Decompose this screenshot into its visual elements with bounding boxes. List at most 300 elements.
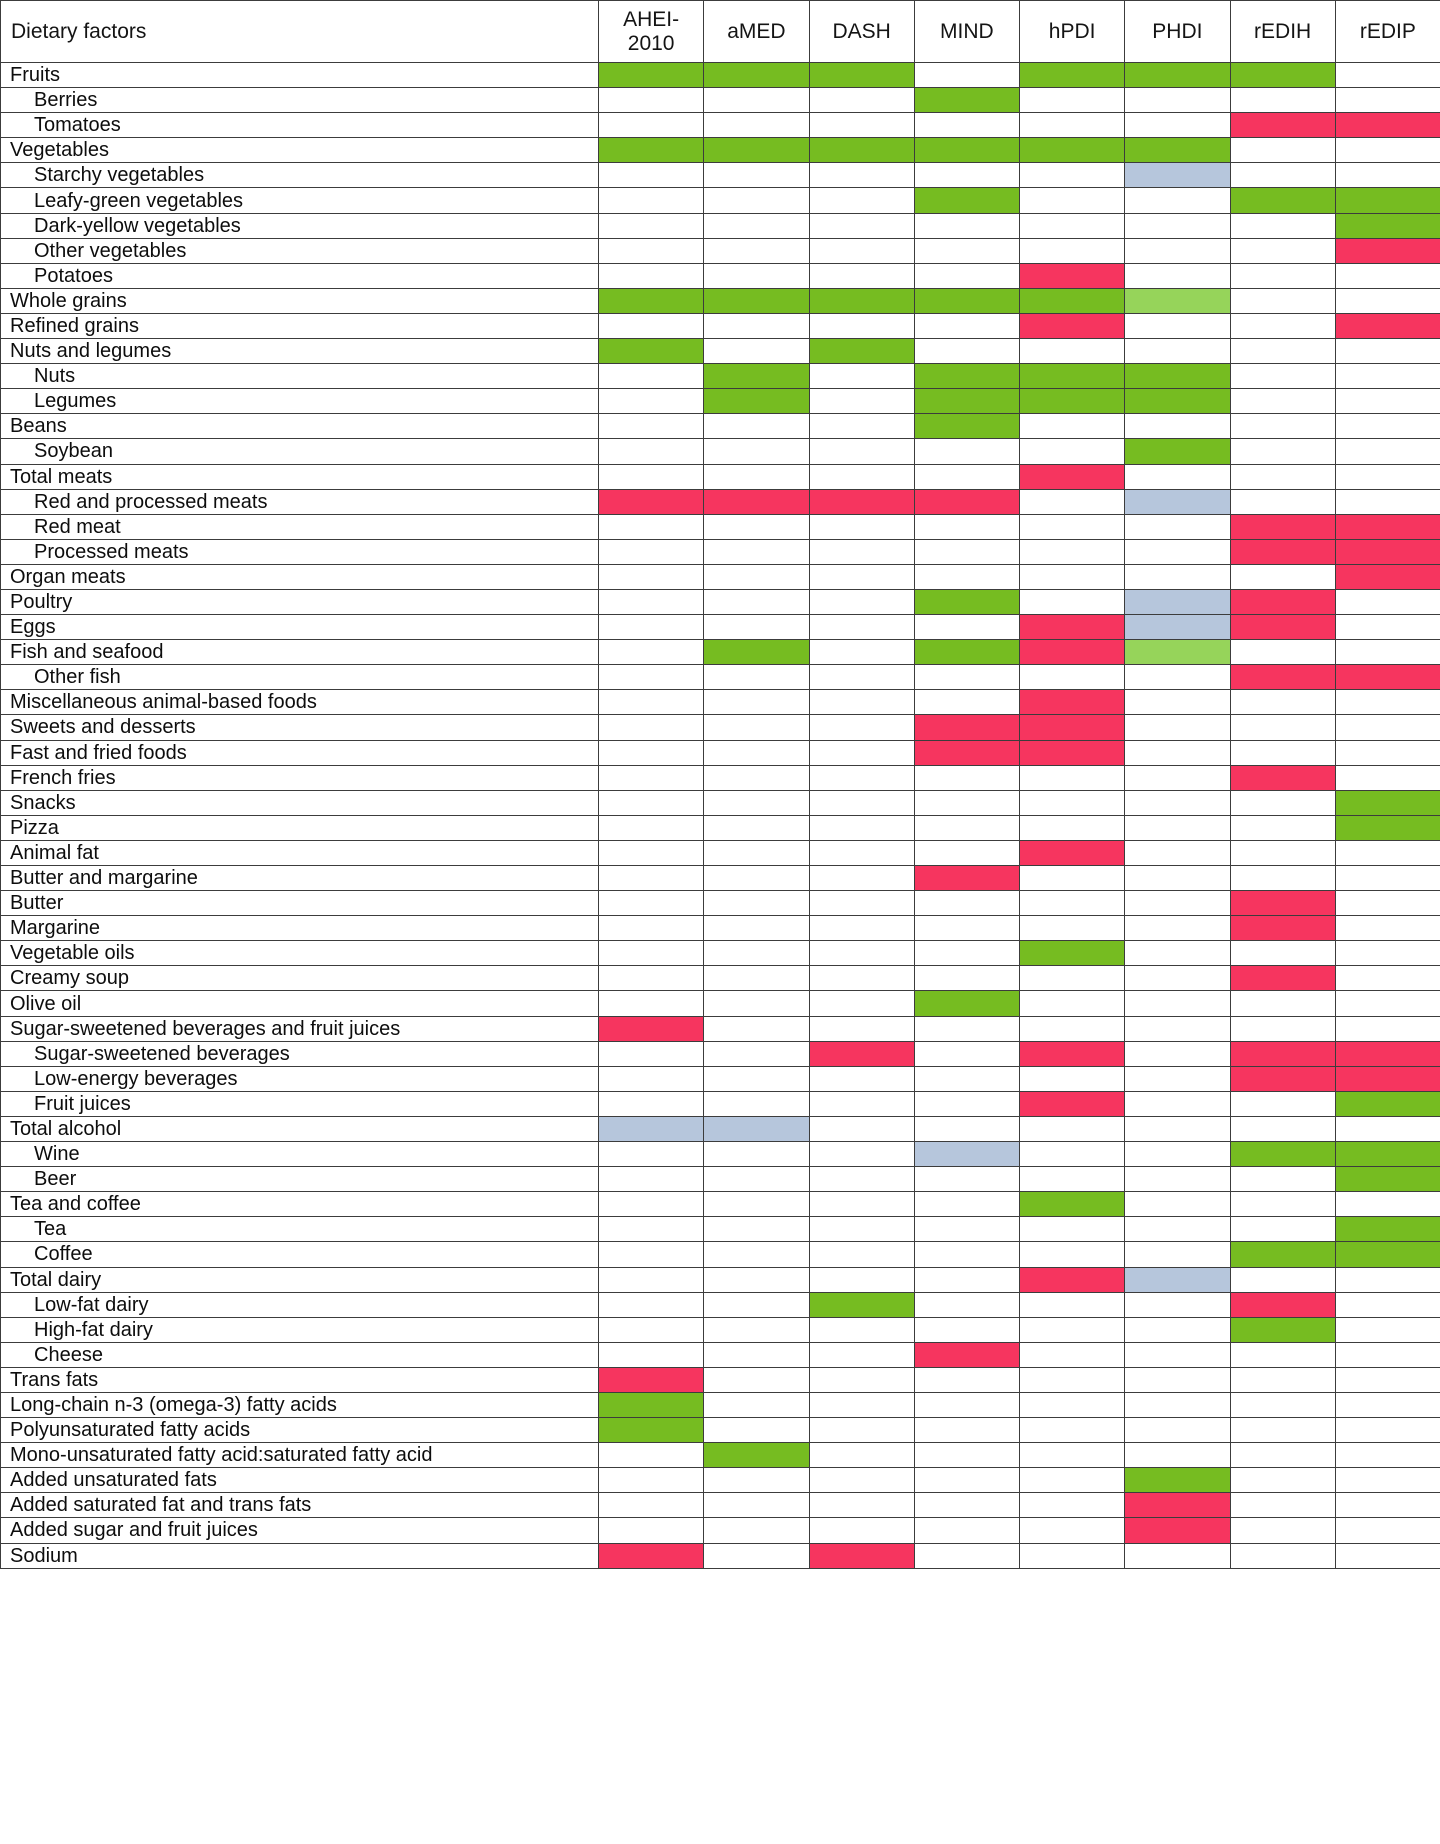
matrix-cell-amed [704, 489, 809, 514]
row-label: Low-fat dairy [1, 1292, 599, 1317]
matrix-cell-hpdi [1020, 1493, 1125, 1518]
matrix-cell-amed [704, 715, 809, 740]
matrix-cell-redip [1335, 891, 1440, 916]
matrix-cell-phdi [1125, 1041, 1230, 1066]
matrix-cell-dash [809, 63, 914, 88]
table-header [1, 1, 1440, 63]
matrix-cell-mind [914, 916, 1019, 941]
matrix-cell-dash [809, 188, 914, 213]
row-label: Olive oil [1, 991, 599, 1016]
matrix-cell-mind [914, 1493, 1019, 1518]
matrix-cell-dash [809, 1493, 914, 1518]
matrix-cell-hpdi [1020, 514, 1125, 539]
column-header-hpdi-line-0: hPDI [1048, 19, 1096, 43]
matrix-cell-mind [914, 564, 1019, 589]
matrix-cell-hpdi [1020, 138, 1125, 163]
matrix-cell-redip [1335, 464, 1440, 489]
matrix-cell-mind [914, 589, 1019, 614]
matrix-cell-hpdi [1020, 740, 1125, 765]
matrix-cell-mind [914, 866, 1019, 891]
matrix-cell-ahei [599, 63, 704, 88]
matrix-cell-mind [914, 489, 1019, 514]
matrix-cell-hpdi [1020, 1116, 1125, 1141]
matrix-cell-redip [1335, 966, 1440, 991]
matrix-cell-redih [1230, 464, 1335, 489]
column-header-dietary-factors: Dietary factors [1, 1, 599, 63]
matrix-cell-amed [704, 1267, 809, 1292]
table-row [1, 765, 1440, 790]
table-row [1, 263, 1440, 288]
matrix-cell-mind [914, 1518, 1019, 1543]
matrix-cell-dash [809, 113, 914, 138]
matrix-cell-amed [704, 1142, 809, 1167]
table-row [1, 1392, 1440, 1417]
matrix-cell-mind [914, 464, 1019, 489]
table-row [1, 1443, 1440, 1468]
matrix-cell-dash [809, 840, 914, 865]
column-header-ahei-line-1: 2010 [627, 31, 675, 55]
table-row [1, 891, 1440, 916]
table-row [1, 213, 1440, 238]
matrix-cell-dash [809, 238, 914, 263]
table-row [1, 489, 1440, 514]
matrix-cell-hpdi [1020, 63, 1125, 88]
matrix-cell-ahei [599, 163, 704, 188]
matrix-cell-amed [704, 1317, 809, 1342]
column-header-dash [809, 1, 914, 63]
table-row [1, 1493, 1440, 1518]
matrix-cell-hpdi [1020, 263, 1125, 288]
matrix-cell-amed [704, 564, 809, 589]
table-row [1, 815, 1440, 840]
matrix-cell-hpdi [1020, 439, 1125, 464]
matrix-cell-phdi [1125, 113, 1230, 138]
table-row [1, 63, 1440, 88]
matrix-cell-redip [1335, 765, 1440, 790]
matrix-cell-mind [914, 389, 1019, 414]
table-row [1, 1116, 1440, 1141]
matrix-cell-hpdi [1020, 941, 1125, 966]
matrix-cell-hpdi [1020, 213, 1125, 238]
matrix-cell-ahei [599, 1367, 704, 1392]
matrix-cell-phdi [1125, 213, 1230, 238]
matrix-cell-redip [1335, 188, 1440, 213]
table-row [1, 1267, 1440, 1292]
column-header-amed-line-0: aMED [727, 19, 786, 43]
matrix-cell-redih [1230, 163, 1335, 188]
table-row [1, 339, 1440, 364]
matrix-cell-dash [809, 1242, 914, 1267]
matrix-cell-redip [1335, 1367, 1440, 1392]
matrix-cell-ahei [599, 589, 704, 614]
matrix-cell-ahei [599, 564, 704, 589]
matrix-cell-phdi [1125, 439, 1230, 464]
matrix-cell-redip [1335, 840, 1440, 865]
matrix-cell-dash [809, 966, 914, 991]
matrix-cell-redih [1230, 514, 1335, 539]
table-row [1, 238, 1440, 263]
column-header-ahei-line-0: AHEI- [623, 7, 680, 31]
matrix-cell-mind [914, 715, 1019, 740]
matrix-cell-amed [704, 1443, 809, 1468]
matrix-cell-mind [914, 414, 1019, 439]
row-label: Tomatoes [1, 113, 599, 138]
matrix-cell-redip [1335, 866, 1440, 891]
matrix-cell-ahei [599, 238, 704, 263]
matrix-cell-dash [809, 640, 914, 665]
matrix-cell-hpdi [1020, 564, 1125, 589]
matrix-cell-ahei [599, 414, 704, 439]
table-row [1, 615, 1440, 640]
matrix-cell-dash [809, 941, 914, 966]
matrix-cell-ahei [599, 690, 704, 715]
matrix-cell-dash [809, 1041, 914, 1066]
matrix-cell-mind [914, 1543, 1019, 1568]
matrix-cell-hpdi [1020, 1518, 1125, 1543]
matrix-cell-ahei [599, 1342, 704, 1367]
matrix-cell-redih [1230, 815, 1335, 840]
row-label: Beans [1, 414, 599, 439]
matrix-cell-hpdi [1020, 188, 1125, 213]
matrix-cell-hpdi [1020, 163, 1125, 188]
matrix-cell-redip [1335, 564, 1440, 589]
matrix-cell-phdi [1125, 188, 1230, 213]
matrix-cell-hpdi [1020, 1192, 1125, 1217]
matrix-cell-dash [809, 740, 914, 765]
matrix-cell-redip [1335, 1142, 1440, 1167]
matrix-cell-amed [704, 414, 809, 439]
row-label: Starchy vegetables [1, 163, 599, 188]
matrix-cell-redip [1335, 1091, 1440, 1116]
matrix-cell-ahei [599, 464, 704, 489]
row-label: Fruits [1, 63, 599, 88]
matrix-cell-mind [914, 690, 1019, 715]
matrix-cell-redih [1230, 539, 1335, 564]
matrix-cell-amed [704, 1167, 809, 1192]
matrix-cell-redih [1230, 213, 1335, 238]
matrix-cell-amed [704, 1292, 809, 1317]
matrix-cell-amed [704, 464, 809, 489]
matrix-cell-phdi [1125, 163, 1230, 188]
table-body [1, 63, 1440, 1569]
matrix-cell-mind [914, 163, 1019, 188]
matrix-cell-redih [1230, 1493, 1335, 1518]
row-label: Eggs [1, 615, 599, 640]
matrix-cell-mind [914, 213, 1019, 238]
matrix-cell-amed [704, 288, 809, 313]
matrix-cell-ahei [599, 489, 704, 514]
matrix-cell-mind [914, 1267, 1019, 1292]
row-label: Potatoes [1, 263, 599, 288]
matrix-cell-dash [809, 815, 914, 840]
matrix-cell-phdi [1125, 715, 1230, 740]
matrix-cell-mind [914, 615, 1019, 640]
matrix-cell-ahei [599, 916, 704, 941]
matrix-cell-redip [1335, 263, 1440, 288]
column-header-redih-line-0: rEDIH [1254, 19, 1312, 43]
matrix-cell-phdi [1125, 263, 1230, 288]
matrix-cell-redip [1335, 489, 1440, 514]
matrix-cell-amed [704, 891, 809, 916]
matrix-cell-redih [1230, 1041, 1335, 1066]
matrix-cell-dash [809, 88, 914, 113]
matrix-cell-redip [1335, 740, 1440, 765]
matrix-cell-amed [704, 765, 809, 790]
matrix-cell-amed [704, 1116, 809, 1141]
table-row [1, 1142, 1440, 1167]
matrix-cell-dash [809, 690, 914, 715]
matrix-cell-amed [704, 1091, 809, 1116]
matrix-cell-redip [1335, 1468, 1440, 1493]
matrix-cell-phdi [1125, 63, 1230, 88]
matrix-cell-mind [914, 1468, 1019, 1493]
matrix-cell-mind [914, 1041, 1019, 1066]
table-row [1, 163, 1440, 188]
matrix-cell-redih [1230, 1167, 1335, 1192]
matrix-cell-hpdi [1020, 1543, 1125, 1568]
matrix-cell-hpdi [1020, 1091, 1125, 1116]
matrix-cell-ahei [599, 539, 704, 564]
matrix-cell-amed [704, 1518, 809, 1543]
matrix-cell-redih [1230, 564, 1335, 589]
matrix-cell-ahei [599, 765, 704, 790]
matrix-cell-dash [809, 790, 914, 815]
matrix-cell-amed [704, 991, 809, 1016]
matrix-cell-phdi [1125, 840, 1230, 865]
row-label: Nuts [1, 364, 599, 389]
row-label: Poultry [1, 589, 599, 614]
matrix-cell-hpdi [1020, 1317, 1125, 1342]
matrix-cell-hpdi [1020, 966, 1125, 991]
matrix-cell-ahei [599, 364, 704, 389]
matrix-cell-phdi [1125, 1493, 1230, 1518]
matrix-cell-redih [1230, 866, 1335, 891]
matrix-cell-redip [1335, 991, 1440, 1016]
column-header-dash-line-0: DASH [832, 19, 891, 43]
matrix-cell-ahei [599, 1041, 704, 1066]
matrix-cell-phdi [1125, 1142, 1230, 1167]
matrix-cell-mind [914, 288, 1019, 313]
matrix-cell-redip [1335, 790, 1440, 815]
row-label: Added unsaturated fats [1, 1468, 599, 1493]
matrix-cell-hpdi [1020, 489, 1125, 514]
matrix-cell-dash [809, 163, 914, 188]
row-label: Tea and coffee [1, 1192, 599, 1217]
matrix-cell-redip [1335, 539, 1440, 564]
matrix-cell-redip [1335, 1493, 1440, 1518]
matrix-cell-mind [914, 991, 1019, 1016]
matrix-cell-ahei [599, 715, 704, 740]
matrix-cell-amed [704, 690, 809, 715]
matrix-cell-redip [1335, 113, 1440, 138]
matrix-cell-amed [704, 1041, 809, 1066]
matrix-cell-ahei [599, 790, 704, 815]
matrix-cell-amed [704, 1367, 809, 1392]
table-row [1, 1217, 1440, 1242]
matrix-cell-phdi [1125, 1167, 1230, 1192]
table-row [1, 640, 1440, 665]
matrix-cell-ahei [599, 1418, 704, 1443]
row-label: Total alcohol [1, 1116, 599, 1141]
matrix-cell-hpdi [1020, 1217, 1125, 1242]
matrix-cell-redih [1230, 991, 1335, 1016]
row-label: Soybean [1, 439, 599, 464]
matrix-cell-redip [1335, 1543, 1440, 1568]
row-label: Added saturated fat and trans fats [1, 1493, 599, 1518]
matrix-cell-phdi [1125, 288, 1230, 313]
matrix-cell-amed [704, 1418, 809, 1443]
matrix-cell-ahei [599, 339, 704, 364]
matrix-cell-redih [1230, 740, 1335, 765]
matrix-cell-redip [1335, 1418, 1440, 1443]
matrix-cell-redih [1230, 790, 1335, 815]
matrix-cell-ahei [599, 615, 704, 640]
matrix-cell-hpdi [1020, 88, 1125, 113]
matrix-cell-redih [1230, 88, 1335, 113]
matrix-cell-ahei [599, 389, 704, 414]
matrix-cell-hpdi [1020, 1443, 1125, 1468]
matrix-cell-phdi [1125, 891, 1230, 916]
matrix-cell-redih [1230, 238, 1335, 263]
matrix-cell-phdi [1125, 941, 1230, 966]
row-label: Creamy soup [1, 966, 599, 991]
matrix-cell-mind [914, 138, 1019, 163]
row-label: Cheese [1, 1342, 599, 1367]
row-label: Total dairy [1, 1267, 599, 1292]
matrix-cell-amed [704, 941, 809, 966]
matrix-cell-redip [1335, 88, 1440, 113]
matrix-cell-mind [914, 966, 1019, 991]
matrix-cell-ahei [599, 815, 704, 840]
matrix-cell-mind [914, 339, 1019, 364]
matrix-cell-amed [704, 1392, 809, 1417]
matrix-cell-amed [704, 339, 809, 364]
matrix-cell-mind [914, 765, 1019, 790]
header-row [1, 1, 1440, 63]
matrix-cell-hpdi [1020, 1242, 1125, 1267]
matrix-cell-redip [1335, 339, 1440, 364]
column-header-redip-line-0: rEDIP [1359, 19, 1416, 43]
matrix-cell-redih [1230, 263, 1335, 288]
matrix-cell-amed [704, 364, 809, 389]
table-row [1, 690, 1440, 715]
matrix-cell-hpdi [1020, 640, 1125, 665]
table-row [1, 665, 1440, 690]
row-label: Margarine [1, 916, 599, 941]
matrix-cell-redih [1230, 891, 1335, 916]
matrix-cell-hpdi [1020, 589, 1125, 614]
matrix-cell-dash [809, 1142, 914, 1167]
matrix-cell-phdi [1125, 916, 1230, 941]
matrix-cell-hpdi [1020, 113, 1125, 138]
matrix-cell-dash [809, 564, 914, 589]
matrix-cell-amed [704, 1016, 809, 1041]
matrix-cell-redih [1230, 1292, 1335, 1317]
matrix-cell-dash [809, 916, 914, 941]
matrix-cell-phdi [1125, 1468, 1230, 1493]
matrix-cell-ahei [599, 991, 704, 1016]
matrix-cell-ahei [599, 840, 704, 865]
matrix-cell-redih [1230, 1518, 1335, 1543]
row-label: Vegetable oils [1, 941, 599, 966]
matrix-cell-dash [809, 464, 914, 489]
matrix-cell-redip [1335, 138, 1440, 163]
matrix-cell-phdi [1125, 564, 1230, 589]
matrix-cell-hpdi [1020, 1292, 1125, 1317]
matrix-cell-mind [914, 88, 1019, 113]
matrix-cell-amed [704, 389, 809, 414]
row-label: Low-energy beverages [1, 1066, 599, 1091]
matrix-cell-mind [914, 1292, 1019, 1317]
matrix-cell-redih [1230, 1443, 1335, 1468]
matrix-cell-mind [914, 1443, 1019, 1468]
matrix-cell-hpdi [1020, 1392, 1125, 1417]
matrix-cell-redip [1335, 389, 1440, 414]
matrix-cell-hpdi [1020, 615, 1125, 640]
matrix-cell-phdi [1125, 238, 1230, 263]
matrix-cell-amed [704, 640, 809, 665]
column-header-phdi-line-0: PHDI [1152, 19, 1203, 43]
matrix-cell-phdi [1125, 1367, 1230, 1392]
row-label: Red and processed meats [1, 489, 599, 514]
matrix-cell-ahei [599, 1543, 704, 1568]
matrix-cell-mind [914, 1217, 1019, 1242]
matrix-cell-redip [1335, 1392, 1440, 1417]
matrix-cell-ahei [599, 891, 704, 916]
table-row [1, 414, 1440, 439]
matrix-cell-redih [1230, 188, 1335, 213]
row-label: Pizza [1, 815, 599, 840]
matrix-cell-redip [1335, 1041, 1440, 1066]
matrix-cell-dash [809, 539, 914, 564]
matrix-cell-phdi [1125, 1217, 1230, 1242]
matrix-cell-phdi [1125, 414, 1230, 439]
column-header-mind-line-0: MIND [940, 19, 994, 43]
matrix-cell-hpdi [1020, 840, 1125, 865]
row-label: Added sugar and fruit juices [1, 1518, 599, 1543]
matrix-cell-mind [914, 815, 1019, 840]
matrix-cell-redih [1230, 113, 1335, 138]
matrix-cell-redip [1335, 1066, 1440, 1091]
matrix-cell-phdi [1125, 1418, 1230, 1443]
row-label: Sodium [1, 1543, 599, 1568]
matrix-cell-mind [914, 1192, 1019, 1217]
matrix-cell-redip [1335, 1192, 1440, 1217]
table-row [1, 113, 1440, 138]
matrix-cell-amed [704, 840, 809, 865]
matrix-cell-dash [809, 1167, 914, 1192]
matrix-cell-dash [809, 489, 914, 514]
table-row [1, 1518, 1440, 1543]
matrix-cell-mind [914, 1116, 1019, 1141]
matrix-cell-phdi [1125, 1016, 1230, 1041]
matrix-cell-phdi [1125, 1116, 1230, 1141]
matrix-cell-amed [704, 1217, 809, 1242]
matrix-cell-amed [704, 916, 809, 941]
matrix-cell-ahei [599, 866, 704, 891]
row-label: Fast and fried foods [1, 740, 599, 765]
matrix-cell-phdi [1125, 1443, 1230, 1468]
matrix-cell-mind [914, 63, 1019, 88]
matrix-cell-dash [809, 1267, 914, 1292]
matrix-cell-ahei [599, 288, 704, 313]
matrix-cell-mind [914, 1392, 1019, 1417]
matrix-cell-redip [1335, 313, 1440, 338]
matrix-cell-phdi [1125, 489, 1230, 514]
matrix-cell-mind [914, 263, 1019, 288]
matrix-cell-phdi [1125, 740, 1230, 765]
matrix-cell-dash [809, 414, 914, 439]
